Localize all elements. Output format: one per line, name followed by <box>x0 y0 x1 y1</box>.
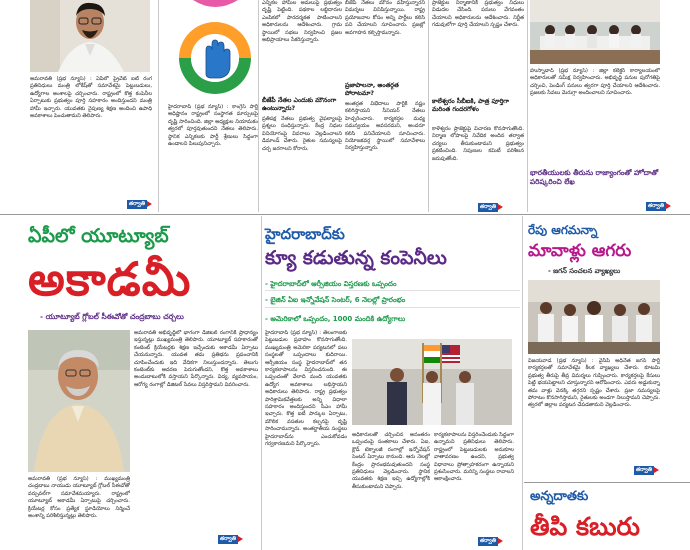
hyd-bullet-2: - బైజిన్ ఏఐ ఇన్నోవేషన్ సెంటర్, 6 నెలల్లో ప్రారంభం <box>265 296 406 304</box>
youtube-kicker: ఏపీలో యూట్యూబ్ <box>28 225 169 247</box>
continued-badge[interactable]: తర్వాతి <box>219 536 237 542</box>
youtube-headline: అకాడమీ <box>28 252 192 306</box>
col4-story-text-a: ప్రాజెక్టుల నిర్మాణానికి ప్రభుత్వం నిధులు విడుదల చేసింది. పనులు వేగవంతం చేయాలని అధికారులను ఆదేశించారు. నిర్ణీత గడువులోగా పూర్తి చేయాలని స్పష్టం చేశారు. <box>432 0 524 29</box>
continued-badge[interactable]: తర్వాతి <box>479 538 497 544</box>
mid-story-subhead: బీజేపీ నేతల ఎందుకు మౌనంగా ఉంటున్నారు? <box>262 97 337 112</box>
hyd-bullet-3: - అమెరికాలో ఒప్పందం, 1000 మందికి ఉద్యోగాలు <box>265 315 406 323</box>
top-right-headline: భారతీయులకు తీరును రాజ్యాంగంతో హోదాతో పరిష్కరించి లేఖ <box>530 168 659 186</box>
mid-story-text-c: బీజేపీ నేతలు మౌనం వహిస్తున్నారని విమర్శలు వినిపిస్తున్నాయి. రాష్ట్ర ప్రయోజనాల కోసం అన్ని పార్టీలు కలిసి పని చేయాలని సూచించారు. ప్రజల్లో అవగాహన కల్పిస్తామన్నారు. <box>345 0 425 36</box>
congress-logo <box>168 0 263 98</box>
mid-story-text-b: ప్రతిపక్ష నేతలు ప్రభుత్వ వైఫల్యాలపై ప్రశ్నలు సంధిస్తున్నారు. కేంద్ర నిధుల వినియోగంపై వివరాలు వెల్లడించాలని డిమాండ్ చేశారు. రైతుల సమస్యలపై చర్చ జరగాలని కోరారు. <box>262 116 342 152</box>
hyd-text-right: కార్యకలాపాలను విస్తరించేందుకు సిద్ధంగా ఉన్నామని ప్రతినిధులు తెలిపారు. రాష్ట్రంలో పెట్టుబడులకు అనుకూల వాతావరణం ఉందని, ప్రభుత్వ విధానాలు ప్రోత్సాహకరంగా ఉన్నాయని ప్రశంసించారు. మరిన్ని సంస్థలు రావాలని ఆకాంక్షించారు. <box>434 432 514 483</box>
congress-hand-icon <box>168 0 263 98</box>
meeting-illustration <box>352 339 512 425</box>
farmer-headline: తీపి కబురు <box>530 512 640 541</box>
top-left-caption: అమరావతి (ప్రభ న్యూస్‌) : ఏపీలో ప్రైవేట్ ఐటీ రంగ ప్రతినిధులు మంత్రి లోకేష్‌తో సమావేశమై పెట్టుబడులు, ఉద్యోగాల అంశాలపై చర్చించారు. రాష్ట్రంలో కొత్త కంపెనీల ఏర్పాటుకు ప్రభుత్వం పూర్తి సహకారం అందిస్తుందని మంత్రి హామీ ఇచ్చారు. యువతకు నైపుణ్య శిక్షణ అందించి ఉపాధి అవకాశాలు పెంచుతామని తెలిపారు. <box>30 76 152 120</box>
youtube-text-right: అమరావతి అభివృద్ధిలో భాగంగా డిజిటల్ రంగానికి ప్రాధాన్యం ఇస్తున్నట్లు ముఖ్యమంత్రి తెలిపారు. యూట్యూబ్ సహకారంతో కంటెంట్ క్రియేటర్లకు శిక్షణ ఇచ్చేందుకు అకాడమీ ఏర్పాటు చేయనున్నారు. యువత తమ ప్రతిభను ప్రపంచానికి చూపించేందుకు ఇది వేదికగా నిలుస్తుందన్నారు. తెలుగు కంటెంట్‌కు ఆదరణ పెరుగుతోందని, కొత్త అవకాశాలు అందుబాటులోకి వస్తాయని పేర్కొన్నారు. విద్య, వ్యవసాయం, ఆరోగ్య రంగాల్లో డిజిటల్ సేవలు విస్తరిస్తామని వివరించారు. <box>134 330 258 388</box>
meeting-room-illustration <box>530 0 660 64</box>
maoists-text: విజయవాడ (ప్రభ న్యూస్‌) : వైసీపీ అధినేత జగన్ పార్టీ కార్యకర్తలతో సమావేశమై కీలక వ్యాఖ్యలు చేశారు. కూటమి ప్రభుత్వ తీరుపై తీవ్ర విమర్శలు గుప్పించారు. కార్యకర్తలపై కేసులు పెట్టి భయపెట్టాలని చూస్తున్నారని ఆరోపించారు. ఎవరు అడ్డుకున్నా తమ వాళ్లు వెనక్కి తగ్గరని స్పష్టం చేశారు. ప్రజా సమస్యలపై పోరాటం కొనసాగిస్తామని, రైతులకు అండగా నిలుస్తామని చెప్పారు. త్వరలో జిల్లాల పర్యటన చేపడతామని వెల్లడించారు. <box>528 358 660 409</box>
chandrababu-photo <box>28 330 130 472</box>
continued-badge[interactable]: తర్వాతి <box>479 204 497 210</box>
mid-story-subhead-2: ప్రజాపాలనా, అంతర్గత పోరాటమా? <box>345 82 399 97</box>
maoists-deck: - జగన్ సంచలన వ్యాఖ్యలు <box>548 267 621 275</box>
revanth-meeting-photo <box>352 339 512 425</box>
continued-badge[interactable]: తర్వాతి <box>128 201 146 207</box>
hyd-headline: క్యూ కడుతున్న కంపెనీలు <box>265 247 447 269</box>
top-right-caption: హుస్నాబాద్ (ప్రభ న్యూస్‌) : జిల్లా కలెక్టర్ కార్యాలయంలో అధికారులతో సమీక్ష నిర్వహించారు. అభివృద్ధి పనుల పురోగతిపై చర్చించి, పెండింగ్ పనులు త్వరగా పూర్తి చేయాలని ఆదేశించారు. ప్రజలకు సేవలు మెరుగ్గా అందించాలని సూచించారు. <box>530 68 660 97</box>
maoists-headline: మావాళ్లు ఆగరు <box>528 241 632 261</box>
lokesh-photo <box>30 0 150 72</box>
youtube-deck: - యూట్యూబ్ గ్లోబల్ సీఈవోతో చంద్రబాబు చర్చలు <box>40 312 184 321</box>
mid-story-text-d: అంతర్గత విభేదాలు పార్టీకి నష్టం కలిగిస్తాయని సీనియర్ నేతలు హెచ్చరించారు. కార్యకర్తల మధ్య సమన్వయం అవసరమని, అందరూ కలిసి పనిచేయాలని సూచించారు. నియోజకవర్గ స్థాయిలో సమావేశాలు నిర్వహిస్తున్నారు. <box>345 101 425 152</box>
hyd-kicker: హైదరాబాద్‌కు <box>265 225 345 243</box>
hyd-text-left: హైదరాబాద్‌ (ప్రభ న్యూస్‌) : తెలంగాణకు పెట్టుబడుల ప్రవాహం కొనసాగుతోంది. ముఖ్యమంత్రి అమెరికా పర్యటనలో పలు సంస్థలతో ఒప్పందాలు కుదిరాయి. ఆర్సీజియం సంస్థ హైదరాబాద్‌లో తన కార్యకలాపాలను విస్తరించనుంది. ఈ ఒప్పందంతో వేలాది మంది యువతకు ఉద్యోగ అవకాశాలు లభిస్తాయని అధికారులు తెలిపారు. రాష్ట్ర ప్రభుత్వం పారిశ్రామికవేత్తలకు అన్ని విధాలా సహకారం అందిస్తుందని సీఎం హామీ ఇచ్చారు. కొత్త ఐటీ పార్కుల ఏర్పాటు, మౌలిక వసతుల కల్పనపై దృష్టి సారించామన్నారు. అంతర్జాతీయ సంస్థలు హైదరాబాద్‌ను ఎంచుకోవడం గర్వకారణమని పేర్కొన్నారు. <box>265 330 347 448</box>
congress-story-text: హైదరాబాద్‌ (ప్రభ న్యూస్‌) : కాంగ్రెస్ పార్టీ అధిష్టానం రాష్ట్రంలో సంస్థాగత మార్పులపై దృష్టి సారించింది. జిల్లా అధ్యక్షుల నియామకం త్వరలో పూర్తవుతుందని నేతలు తెలిపారు. స్థానిక ఎన్నికలకు పార్టీ శ్రేణులు సిద్ధంగా ఉండాలని పిలుపునిచ్చారు. <box>168 104 258 148</box>
col4-story-subhead: కాలేశ్వరం సీబీఐకి, పాత్ర పూర్తిగా మరింత గందరగోళం <box>432 98 509 113</box>
mid-story-text-a: ఎన్నికల హామీల అమలుపై ప్రభుత్వం దృష్టి పెట్టింది. పథకాల లబ్ధిదారుల ఎంపికలో పారదర్శకత పాటించాలని అధికారులను ఆదేశించారు. గ్రామ స్థాయిలో సభలు నిర్వహించి ప్రజల అభిప్రాయాలు సేకరిస్తున్నారు. <box>262 0 342 44</box>
continued-badge[interactable]: తర్వాతి <box>647 203 665 209</box>
col4-story-text-b: కాళేశ్వరం ప్రాజెక్టుపై విచారణ కొనసాగుతోంది. నిర్మాణ లోపాలపై నివేదిక అందిన తర్వాత చర్యలు తీసుకుంటామని ప్రభుత్వం ప్రకటించింది. నిపుణుల కమిటీ పరిశీలన జరుపుతోంది. <box>432 126 524 162</box>
farmer-kicker: అన్నదాతకు <box>530 489 589 504</box>
youtube-text-bottom: అమరావతి (ప్రభ న్యూస్‌) : ముఖ్యమంత్రి చంద్రబాబు నాయుడు యూట్యూబ్ గ్లోబల్ సీఈవోతో వర్చువల్‌గా సమావేశమయ్యారు. రాష్ట్రంలో యూట్యూబ్ అకాడమీ ఏర్పాటుపై చర్చించారు. క్రియేటర్ల కోసం ప్రత్యేక స్టూడియోలు నిర్మించే అంశాన్ని పరిశీలిస్తున్నట్లు తెలిపారు. <box>28 476 130 520</box>
meeting-illustration <box>528 280 660 354</box>
jagan-meeting-photo <box>528 280 660 354</box>
maoists-kicker: రేపు ఆగమన్నా <box>528 223 598 237</box>
hyd-bullet-1: - హైదరాబాద్‌లో ఆర్సీజియం విస్తరణకు ఒప్పందం <box>265 280 397 288</box>
continued-badge[interactable]: తర్వాతి <box>635 467 653 473</box>
hyd-text-mid: అధికారులతో చర్చించిన అనంతరం ఒప్పందంపై సంతకాలు చేశారు. ఏఐ, క్లౌడ్ టెక్నాలజీ రంగాల్లో ఇన్నోవేషన్ సెంటర్ ఏర్పాటు కానుంది. ఆరు నెలల్లో కేంద్రం ప్రారంభమవుతుందని సంస్థ ప్రతినిధులు వెల్లడించారు. స్థానిక యువతకు శిక్షణ ఇచ్చి ఉద్యోగాల్లోకి తీసుకుంటామని చెప్పారు. <box>352 432 430 490</box>
portrait-illustration <box>28 330 130 472</box>
portrait-illustration <box>30 0 150 72</box>
meeting-photo <box>530 0 660 64</box>
